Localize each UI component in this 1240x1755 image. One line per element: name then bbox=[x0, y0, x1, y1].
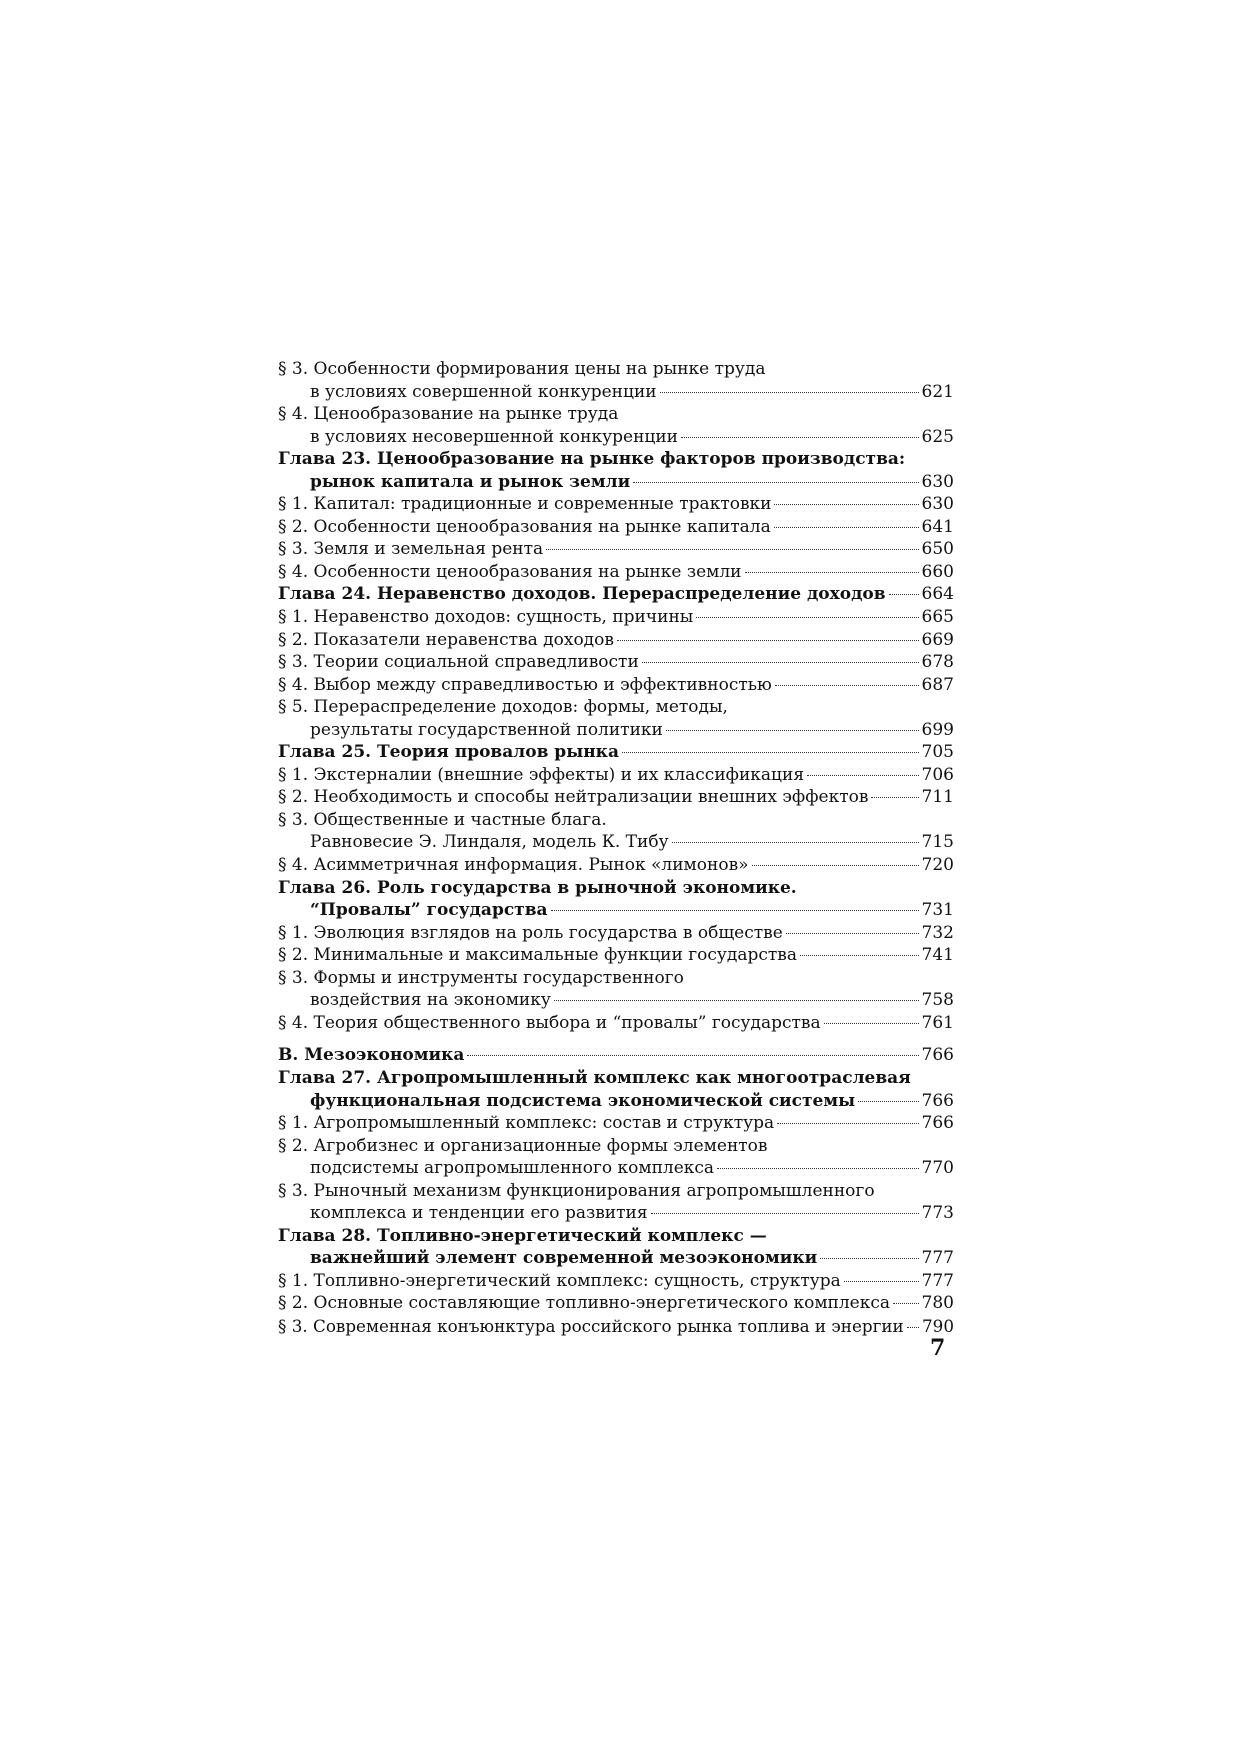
dot-leader bbox=[871, 797, 918, 798]
toc-entry-text: “Провалы” государства bbox=[310, 900, 548, 921]
toc-page-number: 699 bbox=[921, 719, 954, 740]
toc-entry-text: § 1. Агропромышленный комплекс: состав и структура bbox=[278, 1113, 775, 1134]
toc-heading bbox=[278, 583, 954, 606]
toc-entry-text: § 1. Экстерналии (внешние эффекты) и их классификация bbox=[278, 764, 805, 785]
toc-entry-text: § 4. Ценообразование на рынке труда bbox=[278, 404, 619, 425]
toc-heading bbox=[278, 1067, 954, 1090]
toc-entry-text: комплекса и тенденции его развития bbox=[310, 1203, 648, 1224]
dot-leader bbox=[752, 865, 919, 866]
toc-entry bbox=[278, 1157, 954, 1180]
toc-entry-text: § 2. Необходимость и способы нейтрализации внешних эффектов bbox=[278, 787, 869, 808]
toc-page-number: 630 bbox=[921, 494, 954, 515]
dot-leader bbox=[820, 1258, 918, 1259]
toc-entry bbox=[278, 381, 954, 404]
toc-entry-text: Равновесие Э. Линдаля, модель К. Тибу bbox=[310, 832, 669, 853]
toc-entry-text: Глава 27. Агропромышленный комплекс как многоотраслевая bbox=[278, 1067, 911, 1088]
toc-entry-text: Глава 24. Неравенство доходов. Перераспределение доходов bbox=[278, 584, 886, 605]
toc-entry-text: Глава 25. Теория провалов рынка bbox=[278, 742, 619, 763]
dot-leader bbox=[889, 594, 919, 595]
toc-page-number: 630 bbox=[921, 471, 954, 492]
dot-leader bbox=[633, 482, 918, 483]
dot-leader bbox=[774, 527, 919, 528]
toc-entry-text: В. Мезоэкономика bbox=[278, 1045, 465, 1066]
toc-page-number: 687 bbox=[921, 674, 954, 695]
toc-page-number: 790 bbox=[922, 1315, 954, 1336]
toc-page-number: 660 bbox=[921, 561, 954, 582]
toc-entry-text: § 2. Минимальные и максимальные функции государства bbox=[278, 945, 798, 966]
dot-leader bbox=[660, 392, 919, 393]
toc-page-number: 664 bbox=[921, 584, 954, 605]
toc-entry bbox=[278, 831, 954, 854]
toc-page-number: 770 bbox=[921, 1158, 954, 1179]
toc-entry-text: § 5. Перераспределение доходов: формы, методы, bbox=[278, 697, 728, 718]
toc-entry bbox=[278, 516, 954, 539]
toc-page-number: 766 bbox=[921, 1090, 954, 1111]
toc-entry bbox=[278, 989, 954, 1012]
dot-leader bbox=[666, 730, 919, 731]
toc-entry bbox=[278, 403, 954, 426]
toc-page-number: 780 bbox=[921, 1293, 954, 1314]
toc-entry bbox=[278, 1292, 954, 1315]
dot-leader bbox=[642, 662, 919, 663]
toc-page-number: 705 bbox=[921, 742, 954, 763]
dot-leader bbox=[893, 1303, 919, 1304]
toc-heading bbox=[278, 448, 954, 471]
toc-page-number: 678 bbox=[921, 652, 954, 673]
toc-entry-text: § 1. Капитал: традиционные и современные трактовки bbox=[278, 494, 772, 515]
toc-entry bbox=[278, 606, 954, 629]
toc-entry-text: § 2. Показатели неравенства доходов bbox=[278, 629, 614, 650]
toc-entry-text: § 1. Эволюция взглядов на роль государства в обществе bbox=[278, 922, 783, 943]
toc-entry bbox=[278, 561, 954, 584]
dot-leader bbox=[807, 775, 919, 776]
toc-entry-text: результаты государственной политики bbox=[310, 719, 663, 740]
toc-heading bbox=[278, 741, 954, 764]
dot-leader bbox=[786, 933, 919, 934]
toc-entry-text: § 2. Основные составляющие топливно-энергетического комплекса bbox=[278, 1293, 891, 1314]
toc-entry-text: § 3. Рыночный механизм функционирования агропромышленного bbox=[278, 1180, 875, 1201]
toc-entry bbox=[278, 809, 954, 832]
toc-entry-text: § 1. Неравенство доходов: сущность, причины bbox=[278, 607, 694, 628]
dot-leader bbox=[717, 1168, 918, 1169]
dot-leader bbox=[858, 1101, 918, 1102]
toc-heading bbox=[278, 471, 954, 494]
toc-entry-text: Глава 28. Топливно-энергетический комплекс — bbox=[278, 1225, 767, 1246]
toc-page-number: 621 bbox=[921, 381, 954, 402]
toc-entry-text: рынок капитала и рынок земли bbox=[310, 471, 631, 492]
toc-entry bbox=[278, 944, 954, 967]
toc-entry-text: § 1. Топливно-энергетический комплекс: сущность, структура bbox=[278, 1270, 841, 1291]
toc-entry-text: воздействия на экономику bbox=[310, 990, 551, 1011]
toc-entry-text: § 3. Земля и земельная рента bbox=[278, 539, 544, 560]
toc-entry bbox=[278, 922, 954, 945]
toc-page-number: 773 bbox=[921, 1203, 954, 1224]
toc-page-number: 720 bbox=[921, 855, 954, 876]
toc-page-number: 665 bbox=[921, 607, 954, 628]
toc-entry bbox=[278, 493, 954, 516]
dot-leader bbox=[777, 1123, 918, 1124]
toc-page-number: 641 bbox=[921, 516, 954, 537]
toc-entry bbox=[278, 719, 954, 742]
toc-entry bbox=[278, 854, 954, 877]
toc-entry-text: § 4. Выбор между справедливостью и эффективностью bbox=[278, 674, 772, 695]
dot-leader bbox=[844, 1281, 919, 1282]
dot-leader bbox=[696, 617, 918, 618]
toc-entry bbox=[278, 1180, 954, 1203]
dot-leader bbox=[800, 955, 919, 956]
toc-entry-text: § 3. Формы и инструменты государственного bbox=[278, 967, 684, 988]
toc-page-number: 732 bbox=[921, 922, 954, 943]
toc-page-number: 731 bbox=[921, 900, 954, 921]
toc-entry-text: § 3. Особенности формирования цены на рынке труда bbox=[278, 359, 766, 379]
toc-page-number: 715 bbox=[921, 832, 954, 853]
toc-entry-text: § 2. Агробизнес и организационные формы элементов bbox=[278, 1135, 768, 1156]
toc-page-number: 777 bbox=[921, 1248, 954, 1269]
toc-page-number: 706 bbox=[921, 764, 954, 785]
toc-page-number: 625 bbox=[921, 426, 954, 447]
toc-entry bbox=[278, 1112, 954, 1135]
toc-entry-text: § 3. Современная конъюнктура российского рынка топлива и энергии bbox=[278, 1315, 904, 1336]
toc-page-number: 777 bbox=[921, 1270, 954, 1291]
toc-entry-text: в условиях несовершенной конкуренции bbox=[310, 426, 678, 447]
toc-entry-text: Глава 26. Роль государства в рыночной экономике. bbox=[278, 877, 797, 898]
dot-leader bbox=[551, 910, 919, 911]
toc-entry-text: § 3. Теории социальной справедливости bbox=[278, 652, 639, 673]
dot-leader bbox=[745, 572, 919, 573]
toc-page-number: 650 bbox=[921, 539, 954, 560]
toc-entry bbox=[278, 629, 954, 652]
toc-entry bbox=[278, 426, 954, 449]
toc-entry bbox=[278, 764, 954, 787]
toc-heading bbox=[278, 1090, 954, 1113]
toc-heading bbox=[278, 899, 954, 922]
toc-page-number: 758 bbox=[921, 990, 954, 1011]
toc-entry bbox=[278, 1135, 954, 1158]
dot-leader bbox=[672, 842, 919, 843]
toc-page-number: 741 bbox=[921, 945, 954, 966]
toc-heading bbox=[278, 1247, 954, 1270]
dot-leader bbox=[774, 504, 918, 505]
dot-leader bbox=[824, 1023, 919, 1024]
dot-leader bbox=[651, 1213, 919, 1214]
toc-entry bbox=[278, 967, 954, 990]
toc-entry-text: подсистемы агропромышленного комплекса bbox=[310, 1158, 715, 1179]
dot-leader bbox=[775, 685, 919, 686]
toc-entry bbox=[278, 786, 954, 809]
toc-page-number: 711 bbox=[921, 787, 954, 808]
toc-heading bbox=[278, 1225, 954, 1248]
toc-page-number: 669 bbox=[921, 629, 954, 650]
toc-entry bbox=[278, 696, 954, 719]
dot-leader bbox=[546, 549, 918, 550]
toc-heading bbox=[278, 877, 954, 900]
toc-page-number: 766 bbox=[921, 1113, 954, 1134]
page-number: 7 bbox=[930, 1335, 946, 1361]
toc-entry-text: Глава 23. Ценообразование на рынке факторов производства: bbox=[278, 449, 906, 470]
toc-entry-text: § 2. Особенности ценообразования на рынке капитала bbox=[278, 516, 771, 537]
dot-leader bbox=[617, 640, 919, 641]
toc-entry-text: § 4. Особенности ценообразования на рынке земли bbox=[278, 561, 742, 582]
toc-entry-text: функциональная подсистема экономической системы bbox=[310, 1090, 856, 1111]
dot-leader bbox=[681, 437, 919, 438]
table-of-contents bbox=[278, 358, 954, 1338]
toc-entry-text: важнейший элемент современной мезоэкономики bbox=[310, 1248, 818, 1269]
toc-entry-text: § 3. Общественные и частные блага. bbox=[278, 809, 607, 830]
toc-page-number: 766 bbox=[921, 1045, 954, 1066]
toc-page-number: 761 bbox=[921, 1012, 954, 1033]
dot-leader bbox=[907, 1327, 919, 1328]
toc-entry-text: § 4. Асимметричная информация. Рынок «лимонов» bbox=[278, 855, 749, 876]
toc-entry bbox=[278, 358, 954, 381]
toc-entry-text: в условиях совершенной конкуренции bbox=[310, 381, 657, 402]
toc-entry bbox=[278, 538, 954, 561]
dot-leader bbox=[554, 1000, 919, 1001]
toc-entry-text: § 4. Теория общественного выбора и “провалы” государства bbox=[278, 1012, 821, 1033]
toc-entry bbox=[278, 651, 954, 674]
dot-leader bbox=[622, 752, 919, 753]
toc-entry bbox=[278, 1315, 954, 1338]
dot-leader bbox=[467, 1055, 918, 1056]
toc-heading bbox=[278, 1044, 954, 1067]
toc-entry bbox=[278, 1270, 954, 1293]
toc-entry bbox=[278, 1202, 954, 1225]
toc-entry bbox=[278, 674, 954, 697]
toc-entry bbox=[278, 1012, 954, 1035]
